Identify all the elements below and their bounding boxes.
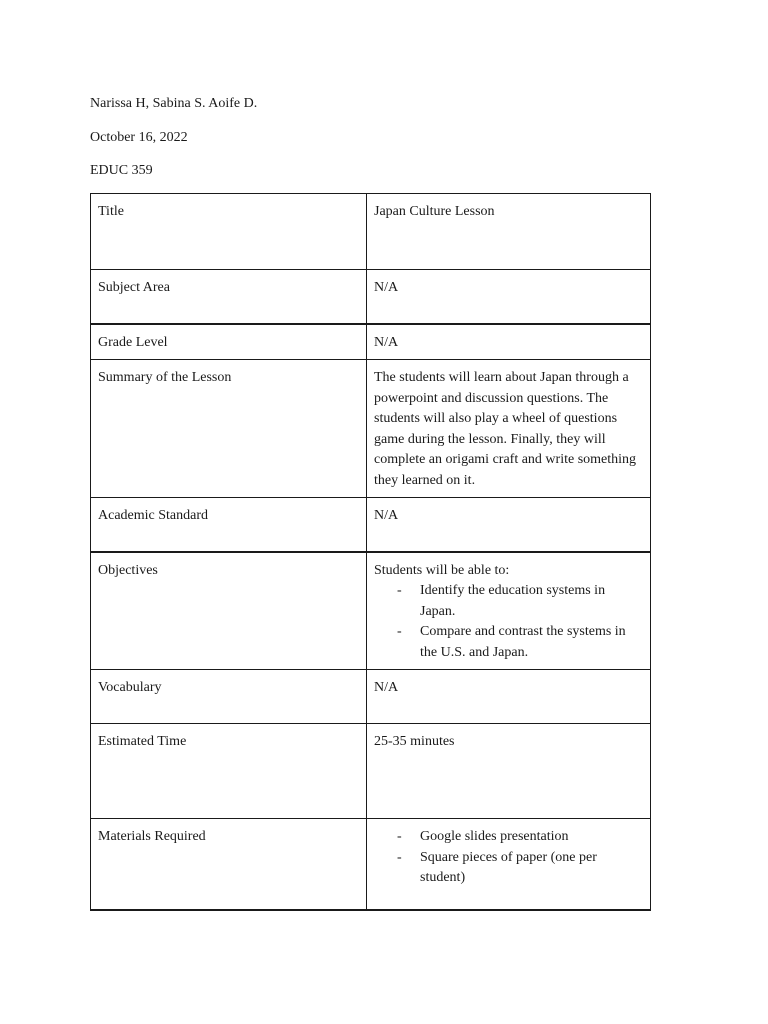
table-row-materials [91,819,651,910]
table-row-subject-area [91,270,651,324]
row-label: Estimated Time [91,724,367,819]
row-label: Objectives [91,552,367,670]
row-value: N/A [367,498,651,552]
objectives-intro: Students will be able to: [374,562,510,578]
table-row-grade-level [91,324,651,360]
course-code: EDUC 359 [90,163,153,178]
row-value [367,819,651,910]
table-row-vocabulary [91,670,651,724]
table-row-summary [91,360,651,498]
row-label: Materials Required [91,819,367,910]
table-row-academic-standard [91,498,651,552]
author-names: Narissa H, Sabina S. Aoife D. [90,96,258,111]
table-row-objectives [91,552,651,670]
table-row-estimated-time [91,724,651,819]
row-value: N/A [367,324,651,360]
row-value: The students will learn about Japan through a powerpoint and discussion questions. The students will also play a wheel of questions game during the lesson. Finally, they will complete an origami craft and write something they learned on it. [367,360,651,498]
row-label: Vocabulary [91,670,367,724]
objectives-list [374,581,643,663]
row-value [367,552,651,670]
row-value: Japan Culture Lesson [367,194,651,270]
list-item: - Compare and contrast the systems in the U.S. and Japan. [420,622,643,663]
row-value: N/A [367,670,651,724]
row-label: Academic Standard [91,498,367,552]
list-item: - Square pieces of paper (one per student) [420,848,643,889]
document-date: October 16, 2022 [90,130,188,145]
lesson-plan-table [90,193,651,911]
table-row-title [91,194,651,270]
list-item: - Identify the education systems in Japan. [420,581,643,622]
materials-list [374,827,643,889]
row-label: Grade Level [91,324,367,360]
row-value: N/A [367,270,651,324]
row-label: Title [91,194,367,270]
list-item: - Google slides presentation [420,827,643,848]
row-value: 25-35 minutes [367,724,651,819]
row-label: Summary of the Lesson [91,360,367,498]
row-label: Subject Area [91,270,367,324]
